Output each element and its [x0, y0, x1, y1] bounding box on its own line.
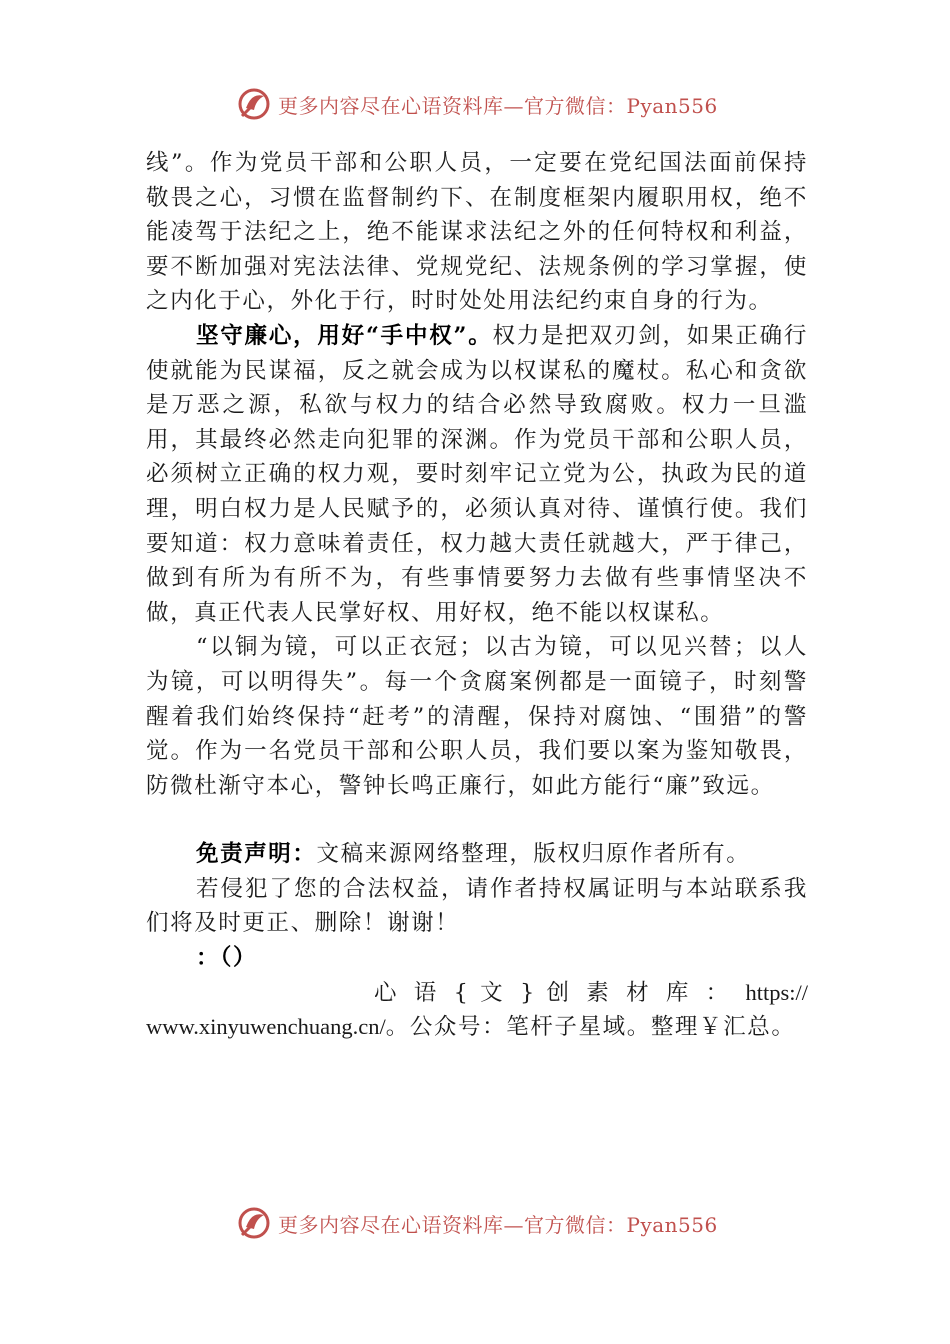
- footer-banner: [236, 1203, 718, 1243]
- signature-url-start: https://: [745, 979, 809, 1005]
- paragraph-3: “以铜为镜，可以正衣冠；以古为镜，可以见兴替；以人为镜，可以明得失”。每一个贪腐案例都是一面镜子，时刻警醒着我们始终保持“赶考”的清醒，保持对腐蚀、“围猎”的警觉。作为一名党员干部和公职人员，我们要以案为鉴知敬畏，防微杜渐守本心，警钟长鸣正廉行，如此方能行“廉”致远。: [146, 634, 808, 799]
- paragraph-2-heading: 坚守廉心，用好“手中权”。: [196, 322, 493, 349]
- document-body: [146, 146, 808, 1045]
- header-banner: [236, 84, 718, 124]
- disclaimer-line-1: 免责声明：文稿来源网络整理，版权归原作者所有。: [196, 841, 751, 868]
- paragraph-2-body: 权力是把双刃剑，如果正确行使就能为民谋福，反之就会成为以权谋私的魔杖。私心和贪欲是万恶之源，私欲与权力的结合必然导致腐败。权力一旦滥用，其最终必然走向犯罪的深渊。作为党员干部和公职人员，必须树立正确的权力观，要时刻牢记立党为公，执政为民的道理，明白权力是人民赋予的，必须认真对待、谨慎行使。我们要知道：权力意味着责任，权力越大责任就越大，严于律己，做到有所为有所不为，有些事情要努力去做有些事情坚决不做，真正代表人民掌好权、用好权，绝不能以权谋私。: [146, 322, 808, 626]
- paragraph-1: 线”。作为党员干部和公职人员，一定要在党纪国法面前保持敬畏之心，习惯在监督制约下、在制度框架内履职用权，绝不能凌驾于法纪之上，绝不能谋求法纪之外的任何特权和利益，要不断加强对宪法法律、党规党纪、法规条例的学习掌握，使之内化于心，外化于行，时时处处用法纪约束自身的行为。: [146, 150, 808, 315]
- disclaimer-line-2: 若侵犯了您的合法权益，请作者持权属证明与本站联系我们将及时更正、删除！谢谢！: [146, 875, 808, 937]
- signature-line-1: 心 语 { 文 } 创 素 材 库 ： https://: [374, 979, 809, 1006]
- disclaimer-symbols: ：（）: [196, 945, 258, 972]
- footer-banner-text: 更多内容尽在心语资料库—官方微信：Pyan556: [278, 1212, 718, 1237]
- paragraph-2: [146, 319, 808, 630]
- signature-url-rest: www.xinyuwenchuang.cn/: [146, 1014, 386, 1040]
- disclaimer-label: 免责声明：: [196, 841, 317, 868]
- header-banner-text: 更多内容尽在心语资料库—官方微信：Pyan556: [278, 93, 718, 118]
- logo-icon: [236, 86, 272, 122]
- signature-line-2: www.xinyuwenchuang.cn/。公众号：笔杆子星域。整理￥汇总。: [146, 1014, 796, 1041]
- logo-icon: [236, 1205, 272, 1241]
